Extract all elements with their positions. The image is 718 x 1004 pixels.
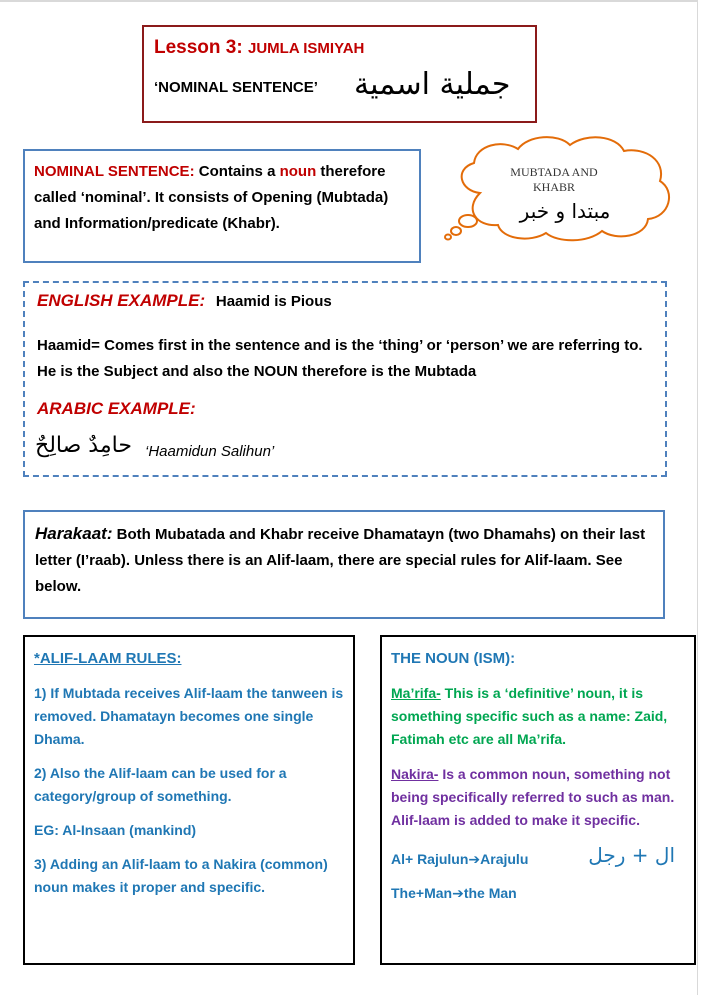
example-1-arabic: ال + رجل: [588, 843, 675, 867]
nakira-text: Is a common noun, something not being specifically referred to such as man. Alif-laam is added to make it specific.: [391, 766, 675, 828]
harakaat-box: [23, 510, 665, 619]
example-1: [391, 848, 528, 871]
example-2-left: The+Man: [391, 885, 453, 901]
lesson-subtitle: ‘NOMINAL SENTENCE’: [154, 79, 318, 96]
nominal-text-1: Contains a: [194, 163, 280, 180]
page-top-border: [0, 0, 697, 2]
alif-laam-example: EG: Al-Insaan (mankind): [34, 822, 197, 838]
noun-heading: THE NOUN (ISM):: [391, 650, 516, 667]
example-box: [23, 281, 667, 477]
cloud-arabic: مبتدا و خبر: [519, 199, 611, 223]
nakira-definition: [391, 763, 685, 832]
english-example-explanation: Haamid= Comes first in the sentence and is the ‘thing’ or ‘person’ we are referring to. He is the Subject and also the NOUN therefore is the Mubtada: [37, 337, 643, 380]
nominal-noun-word: noun: [279, 163, 317, 180]
alif-laam-rule-1: 1) If Mubtada receives Alif-laam the tanween is removed. Dhamatayn becomes one single Dhama.: [34, 685, 344, 747]
nakira-term: Nakira-: [391, 766, 439, 782]
alif-laam-heading: *ALIF-LAAM RULES:: [34, 650, 182, 667]
arabic-example-transliteration: ‘Haamidun Salihun’: [145, 443, 275, 460]
english-example-sentence: Haamid is Pious: [215, 293, 332, 310]
english-example-heading: [37, 291, 332, 311]
noun-box: [380, 635, 696, 965]
alif-laam-rule-3: 3) Adding an Alif-laam to a Nakira (common) noun makes it proper and specific.: [34, 856, 328, 895]
alif-laam-rules-box: [23, 635, 355, 965]
lesson-number: Lesson 3:: [154, 37, 243, 58]
harakaat-text: Both Mubatada and Khabr receive Dhamatayn (two Dhamahs) on their last letter (I’raab). Unless there is an Alif-laam, there are special rules for Alif-laam. See below.: [35, 526, 646, 595]
example-1-left: Al+ Rajulun: [391, 851, 469, 867]
lesson-name: JUMLA ISMIYAH: [247, 40, 365, 57]
arrow-right-icon: ➔: [452, 885, 464, 901]
example-2: [391, 882, 685, 905]
thought-cloud: [440, 133, 680, 245]
alif-laam-rule-2: 2) Also the Alif-laam can be used for a category/group of something.: [34, 765, 287, 804]
harakaat-heading: Harakaat:: [35, 524, 113, 543]
example-2-right: the Man: [463, 885, 517, 901]
marifa-term: Ma’rifa-: [391, 685, 441, 701]
arrow-right-icon: ➔: [468, 851, 481, 867]
cloud-label: MUBTADA AND KHABR: [510, 165, 598, 194]
nominal-heading: NOMINAL SENTENCE:: [34, 163, 195, 180]
nominal-sentence-definition: [23, 149, 421, 263]
nominal-text-2: therefore called ‘nominal’. It consists of Opening (Mubtada) and Information/predicate (Khabr).: [34, 163, 389, 232]
lesson-heading: [154, 37, 364, 59]
lesson-title-box: [142, 25, 537, 123]
marifa-definition: [391, 682, 685, 751]
arabic-example-heading: ARABIC EXAMPLE:: [37, 399, 196, 418]
example-1-right: Arajulu: [480, 851, 529, 867]
english-example-label: ENGLISH EXAMPLE:: [37, 291, 206, 310]
arabic-example-text: حامِدٌ صالِحٌ: [35, 433, 132, 458]
example-row-arabic: [391, 844, 685, 874]
lesson-arabic-title: جملية اسمية: [354, 67, 511, 102]
page-right-border: [697, 0, 698, 995]
marifa-text: This is a ‘definitive’ noun, it is something specific such as a name: Zaid, Fatimah etc are all Ma’rifa.: [391, 685, 668, 747]
